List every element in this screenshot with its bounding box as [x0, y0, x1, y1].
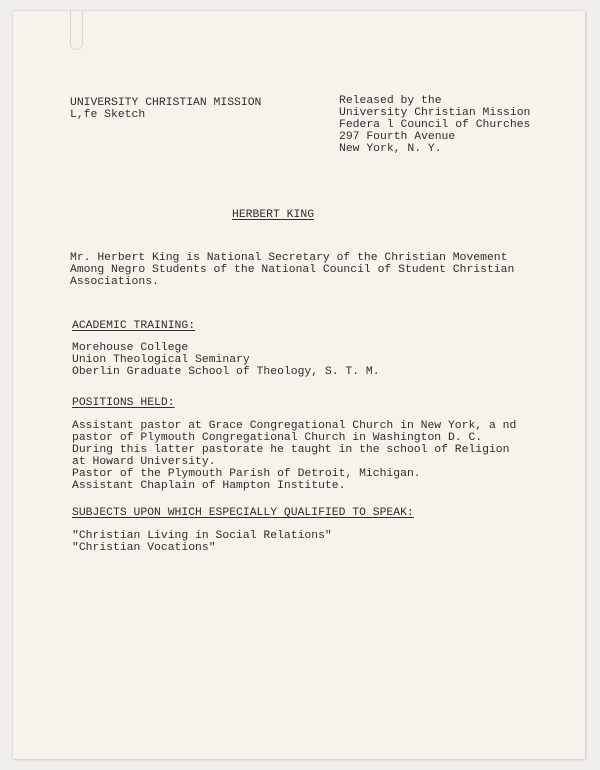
- positions-line: pastor of Plymouth Congregational Church in Washington D. C.: [72, 432, 483, 444]
- release-line: Federa l Council of Churches: [339, 119, 531, 131]
- positions-line: Pastor of the Plymouth Parish of Detroit, Michigan.: [72, 468, 421, 480]
- release-line: University Christian Mission: [339, 107, 531, 119]
- subject-item: "Christian Living in Social Relations": [72, 530, 332, 542]
- intro-line: Associations.: [70, 276, 159, 288]
- academic-item: Union Theological Seminary: [72, 354, 250, 366]
- positions-heading: POSITIONS HELD:: [72, 397, 175, 409]
- org-name: UNIVERSITY CHRISTIAN MISSION: [70, 97, 262, 109]
- positions-line: Assistant Chaplain of Hampton Institute.: [72, 480, 346, 492]
- release-line: New York, N. Y.: [339, 143, 442, 155]
- positions-line: Assistant pastor at Grace Congregational Church in New York, a nd: [72, 420, 517, 432]
- subjects-heading: SUBJECTS UPON WHICH ESPECIALLY QUALIFIED TO SPEAK:: [72, 507, 414, 519]
- academic-item: Oberlin Graduate School of Theology, S. T. M.: [72, 366, 380, 378]
- paperclip-mark-icon: [70, 11, 83, 50]
- release-line: 297 Fourth Avenue: [339, 131, 456, 143]
- document-type: L,fe Sketch: [70, 109, 146, 121]
- release-line: Released by the: [339, 95, 442, 107]
- subject-item: "Christian Vocations": [72, 542, 216, 554]
- academic-heading: ACADEMIC TRAINING:: [72, 320, 196, 332]
- intro-line: Mr. Herbert King is National Secretary of the Christian Movement: [70, 252, 508, 264]
- positions-line: During this latter pastorate he taught in the school of Religion: [72, 444, 510, 456]
- page-title: HERBERT KING: [232, 209, 315, 221]
- academic-item: Morehouse College: [72, 342, 189, 354]
- intro-line: Among Negro Students of the National Council of Student Christian: [70, 264, 515, 276]
- positions-line: at Howard University.: [72, 456, 216, 468]
